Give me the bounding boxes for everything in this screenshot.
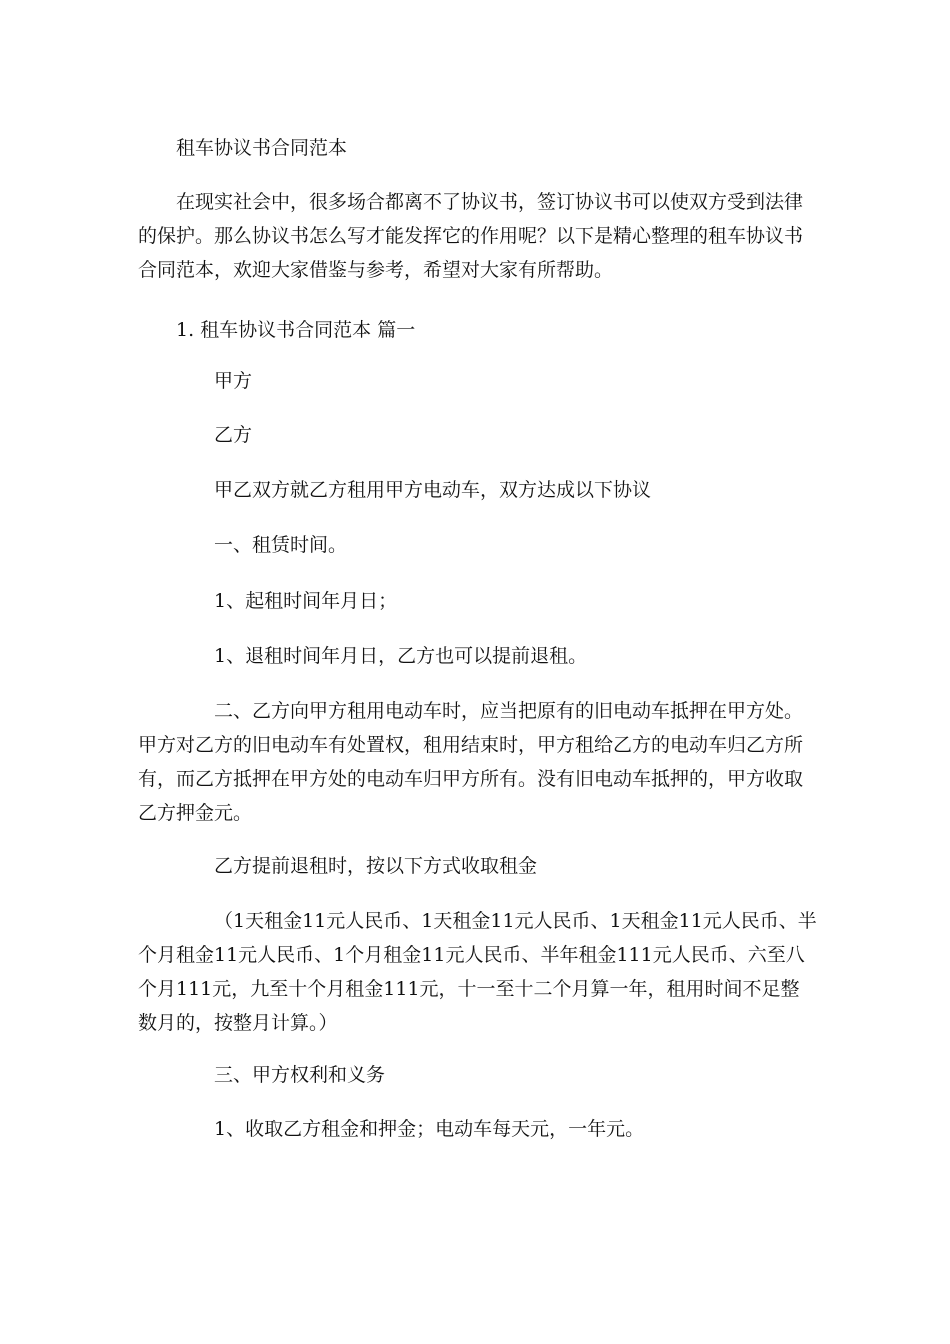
clause-1-item-1: 1、起租时间年月日； (214, 590, 398, 612)
clause-3-item-1: 1、收取乙方租金和押金；电动车每天元，一年元。 (214, 1118, 645, 1140)
early-return-intro: 乙方提前退租时，按以下方式收取租金 (214, 855, 538, 877)
document-title: 租车协议书合同范本 (176, 137, 348, 159)
party-a-label: 甲方 (214, 370, 253, 392)
clause-3-title: 三、甲方权利和义务 (214, 1064, 386, 1086)
clause-2-paragraph: 二、乙方向甲方租用电动车时，应当把原有的旧电动车抵押在甲方处。甲方对乙方的旧电动车有处置权，租用结束时，甲方租给乙方的电动车归乙方所有，而乙方抵押在甲方处的电动车归甲方所有。没有旧电动车抵押的，甲方收取乙方押金元。 (138, 700, 804, 824)
section-heading: 1. 租车协议书合同范本 篇一 (176, 319, 416, 341)
intro-paragraph: 在现实社会中，很多场合都离不了协议书，签订协议书可以使双方受到法律的保护。那么协议书怎么写才能发挥它的作用呢？以下是精心整理的租车协议书合同范本，欢迎大家借鉴与参考，希望对大家有所帮助。 (138, 191, 804, 281)
clause-1-item-2: 1、退租时间年月日，乙方也可以提前退租。 (214, 645, 588, 667)
party-b-label: 乙方 (214, 424, 253, 446)
rent-terms-paragraph: （1天租金11元人民币、1天租金11元人民币、1天租金11元人民币、半个月租金11元人民币、1个月租金11元人民币、半年租金111元人民币、六至八个月111元，九至十个月租金111元，十一至十二个月算一年，租用时间不足整数月的，按整月计算。） (138, 910, 817, 1034)
clause-1-title: 一、租赁时间。 (214, 534, 348, 556)
agreement-intro: 甲乙双方就乙方租用甲方电动车，双方达成以下协议 (214, 479, 652, 501)
